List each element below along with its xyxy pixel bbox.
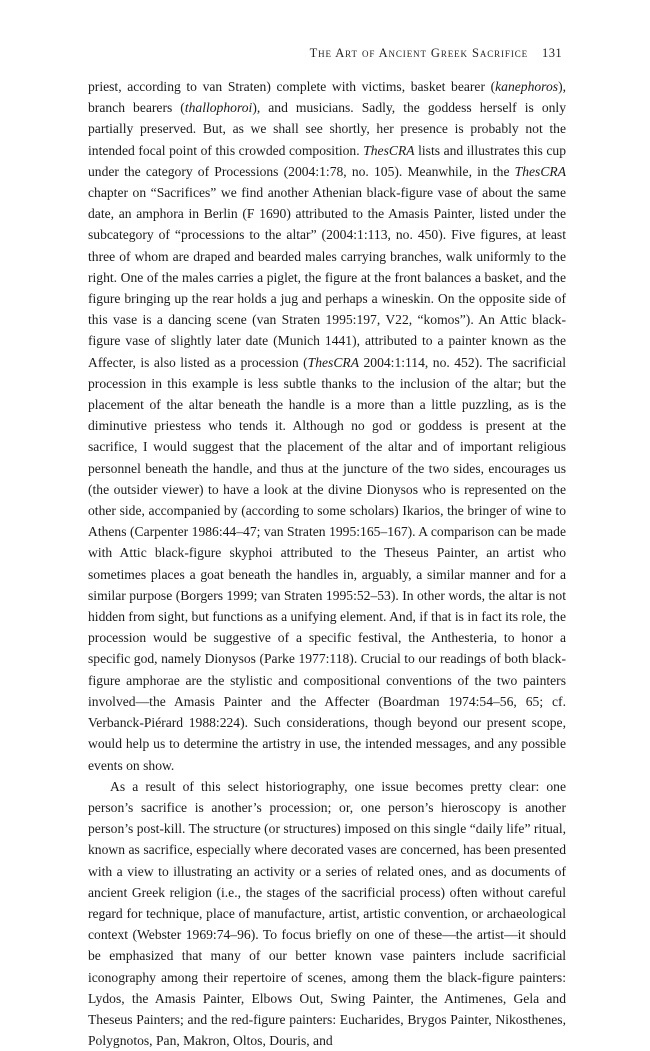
body-text: [88, 76, 566, 1051]
italic-term: thallophoroi: [184, 100, 253, 116]
running-head-title: The Art of Ancient Greek Sacrifice: [309, 46, 529, 60]
italic-term: kanephoros: [495, 79, 559, 94]
italic-term: ThesCRA: [307, 354, 359, 370]
paragraph: [88, 76, 566, 776]
text-run: As a result of this select historiography, one issue becomes pretty clear: one person’s sacrifice is another’s procession; or, one person’s hieroscopy is another person’s post-kill. The structure (or structures) imposed on this single “daily life” ritual, known as sacrifice, especially where decorated vases are concerned, has been presented with a view to illustrating an activity or a series of related ones, and as documents of ancient Greek religion (i.e., the stages of the sacrificial process) often without careful regard for technique, place of manufacture, artist, artistic convention, or archaeological context (Webster 1969:74–96). To focus briefly on one of these—the artist—it should be emphasized that many of our better known vase painters include sacrificial iconography among their repertoire of scenes, among them the black-figure painters: Lydos, the Amasis Painter, Elbows Out, Swing Painter, the Antimenes, Gela and Theseus Painters; and the red-figure painters: Eucharides, Brygos Painter, Nikosthenes, Polygnotos, Pan, Makron, Oltos, Douris, and: [88, 778, 566, 1049]
paragraph: [88, 776, 566, 1051]
text-run: chapter on “Sacrifices” we find another Athenian black-figure vase of about the same date, an amphora in Berlin (F 1690) attributed to the Amasis Painter, listed under the subcategory of “processions to the altar” (2004:1:113, no. 450). Five figures, at least three of whom are draped and bearded males carrying branches, walk uniformly to the right. One of the males carries a piglet, the figure at the front balances a basket, and the figure bringing up the rear holds a jug and perhaps a wineskin. On the opposite side of this vase is a dancing scene (van Straten 1995:197, V22, “komos”). An Attic black-figure vase of slightly later date (Munich 1441), attributed to a painter known as the Affecter, is also listed as a procession (: [88, 185, 566, 370]
text-run: 2004:1:114, no. 452). The sacrificial procession in this example is less subtle thanks to the inclusion of the altar; but the placement of the altar beneath the handle is a more than a little puzzling, as is the diminutive priestess who tends it. Although no god or goddess is present at the sacrifice, I would suggest that the placement of the altar and of important religious personnel beneath the handle, and thus at the juncture of the two sides, encourages us (the outsider viewer) to have a look at the divine Dionysos who is represented on the other side, accompanied by (according to some scholars) Ikarios, the bringer of wine to Athens (Carpenter 1986:44–47; van Straten 1995:165–167). A comparison can be made with Attic black-figure skyphoi attributed to the Theseus Painter, an artist who sometimes places a goat beneath the handles in, arguably, a similar manner and for a similar purpose (Borgers 1999; van Straten 1995:52–53). In other words, the altar is not hidden from sight, but functions as a unifying element. And, if that is in fact its role, the procession would be suggestive of a specific festival, the Anthesteria, to honor a specific god, namely Dionysos (Parke 1977:118). Crucial to our readings of both black-figure amphorae are the stylistic and compositional conventions of the two painters involved—the Amasis Painter and the Affecter (Boardman 1974:54–56, 65; cf. Verbanck-Piérard 1988:224). Such considerations, though beyond our present scope, would help us to determine the artistry in use, the intended messages, and any possible events on show.: [88, 354, 566, 773]
text-run: lists and illustrates this cup under the category of Processions (2004:1:78, no. 105). Meanwhile, in the: [88, 142, 567, 179]
text-run: ), branch bearers (: [88, 79, 566, 116]
text-run: priest, according to van Straten) complete with victims, basket bearer (: [88, 79, 496, 94]
page-number: 131: [542, 46, 562, 60]
italic-term: ThesCRA: [514, 163, 566, 179]
running-head: [310, 46, 562, 61]
italic-term: ThesCRA: [363, 142, 415, 158]
text-run: ), and musicians. Sadly, the goddess herself is only partially preserved. But, as we shall see shortly, her presence is probably not the intended focal point of this crowded composition.: [88, 100, 566, 158]
